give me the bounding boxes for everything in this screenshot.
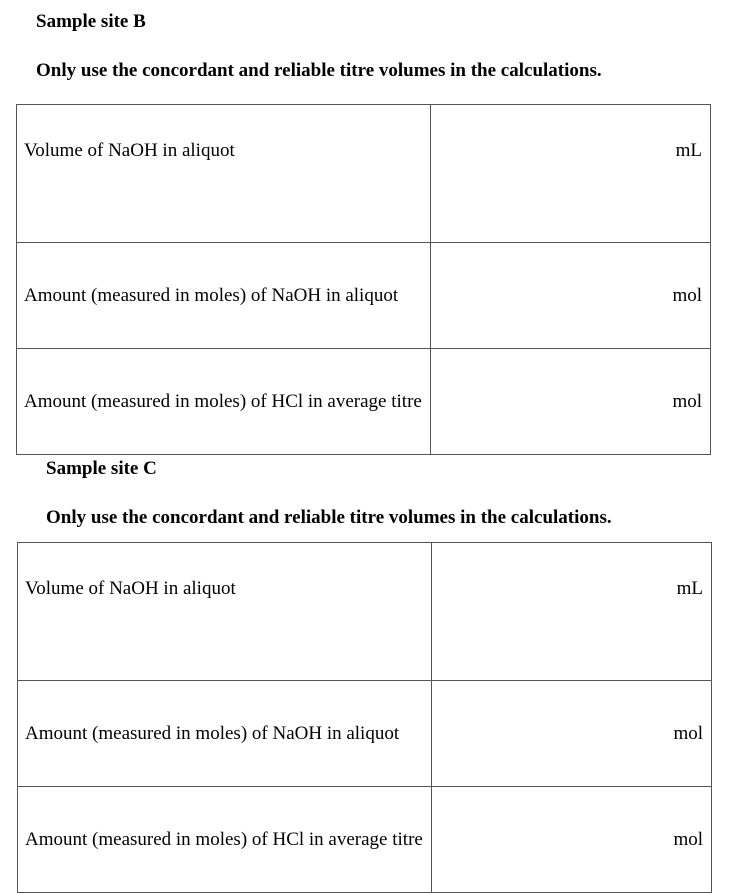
site-b-table xyxy=(16,104,711,455)
site-b-title: Sample site B xyxy=(36,11,146,32)
unit-label: mol xyxy=(672,285,702,306)
answer-field-moles-naoh[interactable] xyxy=(432,681,712,787)
answer-field-moles-hcl[interactable] xyxy=(432,787,712,893)
row-label: Volume of NaOH in aliquot xyxy=(17,105,431,243)
answer-field-volume-naoh[interactable] xyxy=(431,105,711,243)
unit-label: mL xyxy=(676,578,703,599)
site-c-instruction: Only use the concordant and reliable titre volumes in the calculations. xyxy=(46,507,612,528)
row-label: Amount (measured in moles) of NaOH in aliquot xyxy=(17,243,431,349)
answer-field-volume-naoh[interactable] xyxy=(432,543,712,681)
answer-field-moles-naoh[interactable] xyxy=(431,243,711,349)
table-row xyxy=(18,681,712,787)
table-row xyxy=(18,543,712,681)
unit-label: mol xyxy=(673,829,703,850)
table-row xyxy=(18,787,712,893)
row-label: Volume of NaOH in aliquot xyxy=(18,543,432,681)
table-row xyxy=(17,243,711,349)
row-label: Amount (measured in moles) of HCl in average titre xyxy=(18,787,432,893)
row-label: Amount (measured in moles) of NaOH in aliquot xyxy=(18,681,432,787)
table-row xyxy=(17,349,711,455)
table-row xyxy=(17,105,711,243)
unit-label: mol xyxy=(673,723,703,744)
site-b-instruction: Only use the concordant and reliable titre volumes in the calculations. xyxy=(36,60,602,81)
row-label: Amount (measured in moles) of HCl in average titre xyxy=(17,349,431,455)
site-c-title: Sample site C xyxy=(46,458,157,479)
unit-label: mL xyxy=(675,140,702,161)
unit-label: mol xyxy=(672,391,702,412)
answer-field-moles-hcl[interactable] xyxy=(431,349,711,455)
site-c-table xyxy=(17,542,712,893)
